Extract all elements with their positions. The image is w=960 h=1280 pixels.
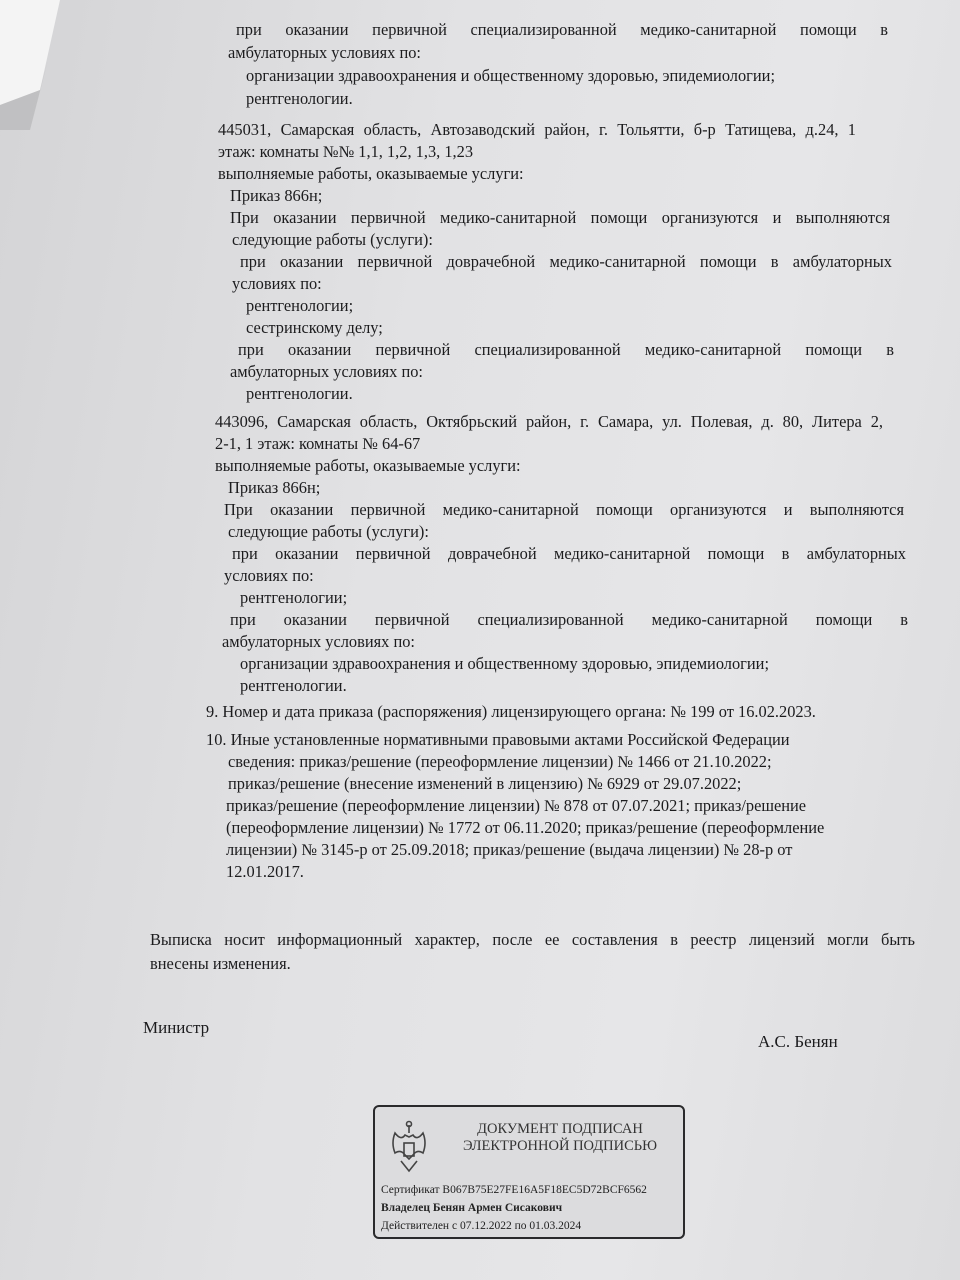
text-line: амбулаторных условиях по: (222, 632, 415, 651)
text-line: амбулаторных условиях по: (230, 362, 423, 381)
adjacent-paper-corner (0, 0, 60, 105)
text-line: Приказ 866н; (228, 478, 321, 497)
item-10-line: 12.01.2017. (226, 862, 304, 881)
stamp-owner: Владелец Бенян Армен Сисакович (381, 1202, 563, 1214)
address-line: 2-1, 1 этаж: комнаты № 64-67 (215, 434, 421, 453)
text-line: При оказании первичной медико-санитарной помощи организуются и выполняются (224, 500, 904, 519)
note-line: внесены изменения. (150, 954, 291, 973)
text-line: при оказании первичной специализированной медико-санитарной помощи в (230, 610, 908, 629)
item-10-line: (переоформление лицензии) № 1772 от 06.11.2020; приказ/решение (переоформление (226, 818, 825, 837)
electronic-signature-stamp (373, 1105, 685, 1239)
text-line: при оказании первичной доврачебной медико-санитарной помощи в амбулаторных (240, 252, 892, 271)
stamp-title-line-2: ЭЛЕКТРОННОЙ ПОДПИСЬЮ (462, 1138, 658, 1154)
text-line: организации здравоохранения и общественному здоровью, эпидемиологии; (246, 66, 776, 85)
stamp-certificate: Сертификат B067B75E27FE16A5F18EC5D72BCF6562 (381, 1184, 647, 1196)
text-line: при оказании первичной специализированной медико-санитарной помощи в (236, 20, 888, 39)
text-line: следующие работы (услуги): (228, 522, 429, 541)
text-line: рентгенологии. (246, 89, 353, 108)
address-line: 445031, Самарская область, Автозаводский район, г. Тольятти, б-р Татищева, д.24, 1 (218, 120, 856, 139)
item-10-line: 10. Иные установленные нормативными правовыми актами Российской Федерации (206, 730, 790, 749)
text-line: при оказании первичной доврачебной медико-санитарной помощи в амбулаторных (232, 544, 906, 563)
text-line: рентгенологии. (246, 384, 353, 403)
text-line: При оказании первичной медико-санитарной помощи организуются и выполняются (230, 208, 890, 227)
text-line: организации здравоохранения и общественному здоровью, эпидемиологии; (240, 654, 770, 673)
text-line: амбулаторных условиях по: (228, 43, 421, 62)
text-line: сестринскому делу; (246, 318, 383, 337)
address-line: 443096, Самарская область, Октябрьский район, г. Самара, ул. Полевая, д. 80, Литера 2, (215, 412, 883, 431)
text-line: при оказании первичной специализированной медико-санитарной помощи в (238, 340, 894, 359)
item-10-line: приказ/решение (внесение изменений в лицензию) № 6929 от 29.07.2022; (228, 774, 742, 793)
stamp-title-line-1: ДОКУМЕНТ ПОДПИСАН (477, 1121, 643, 1137)
text-line: выполняемые работы, оказываемые услуги: (215, 456, 521, 475)
item-10-line: лицензии) № 3145-р от 25.09.2018; приказ/решение (выдача лицензии) № 28-р от (226, 840, 793, 859)
double-headed-eagle-emblem-icon (387, 1119, 431, 1175)
item-10-line: приказ/решение (переоформление лицензии) № 878 от 07.07.2021; приказ/решение (226, 796, 807, 815)
signatory-name: А.С. Бенян (758, 1032, 838, 1051)
text-line: условиях по: (232, 274, 322, 293)
text-line: рентгенологии; (246, 296, 354, 315)
stamp-validity: Действителен с 07.12.2022 по 01.03.2024 (381, 1220, 582, 1232)
address-line: этаж: комнаты №№ 1,1, 1,2, 1,3, 1,23 (218, 142, 474, 161)
item-10-line: сведения: приказ/решение (переоформление лицензии) № 1466 от 21.10.2022; (228, 752, 772, 771)
text-line: следующие работы (услуги): (232, 230, 433, 249)
text-line: рентгенологии; (240, 588, 348, 607)
stamp-title (445, 1121, 675, 1155)
signatory-position: Министр (143, 1018, 210, 1037)
text-line: рентгенологии. (240, 676, 347, 695)
text-line: условиях по: (224, 566, 314, 585)
text-line: выполняемые работы, оказываемые услуги: (218, 164, 524, 183)
text-line: Приказ 866н; (230, 186, 323, 205)
item-9: 9. Номер и дата приказа (распоряжения) лицензирующего органа: № 199 от 16.02.2023. (206, 702, 816, 721)
note-line: Выписка носит информационный характер, после ее составления в реестр лицензий могли быть (150, 930, 915, 949)
